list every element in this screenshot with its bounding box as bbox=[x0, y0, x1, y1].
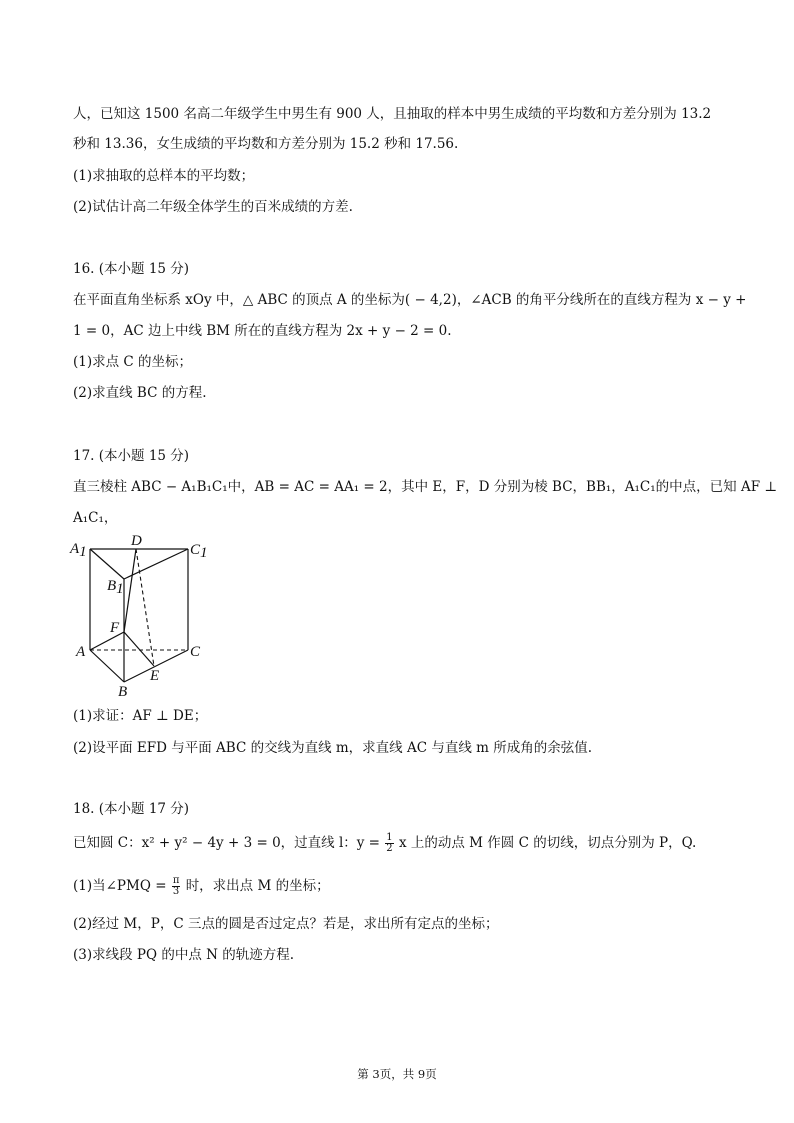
q18-part3: (3)求线段 PQ 的中点 N 的轨迹方程. bbox=[73, 947, 295, 963]
label-c: C bbox=[190, 644, 201, 660]
q18-part1 bbox=[73, 876, 330, 897]
q16-line1: 在平面直角坐标系 xOy 中，△ ABC 的顶点 A 的坐标为( − 4,2)，∠ACB 的角平分线所在的直线方程为 x − y + bbox=[73, 292, 747, 308]
q18-part1-a: (1)当∠PMQ = bbox=[73, 878, 167, 894]
label-d: D bbox=[131, 533, 142, 549]
edge-a-b bbox=[90, 650, 124, 682]
q17-part2: (2)设平面 EFD 与平面 ABC 的交线为直线 m，求直线 AC 与直线 m 所成角的余弦值. bbox=[73, 740, 593, 756]
label-c1: C1 bbox=[190, 542, 208, 561]
label-b: B bbox=[118, 684, 128, 700]
q17-line2: A₁C₁， bbox=[73, 510, 118, 526]
q16-header: 16. (本小题 15 分) bbox=[73, 261, 190, 277]
fraction-pi-over-3: $\frac{\pi}{3}$ bbox=[172, 875, 180, 897]
prism-figure bbox=[66, 532, 216, 702]
q15-part1: (1)求抽取的总样本的平均数； bbox=[73, 168, 255, 184]
q18-part1-b: 时，求出点 M 的坐标； bbox=[185, 878, 330, 894]
label-f: F bbox=[110, 620, 120, 636]
q17-part1: (1)求证：AF ⊥ DE； bbox=[73, 708, 208, 724]
label-e: E bbox=[150, 668, 160, 684]
q15-line2: 秒和 13.36，女生成绩的平均数和方差分别为 15.2 秒和 17.56. bbox=[73, 136, 459, 152]
page-footer: 第 3页，共 9页 bbox=[357, 1067, 437, 1081]
q18-line1-b: x 上的动点 M 作圆 C 的切线，切点分别为 P，Q. bbox=[398, 835, 697, 851]
q18-line1-a: 已知圆 C：x² + y² − 4y + 3 = 0，过直线 l：y = bbox=[73, 835, 380, 851]
label-b1: B1 bbox=[107, 578, 124, 597]
q18-header: 18. (本小题 17 分) bbox=[73, 801, 190, 817]
label-a: A bbox=[76, 644, 86, 660]
q17-line1: 直三棱柱 ABC − A₁B₁C₁中，AB = AC = AA₁ = 2，其中 E，F，D 分别为棱 BC，BB₁，A₁C₁的中点，已知 AF ⊥ bbox=[73, 479, 778, 495]
q15-part2: (2)试估计高二年级全体学生的百米成绩的方差. bbox=[73, 199, 353, 215]
q15-line1: 人，已知这 1500 名高二年级学生中男生有 900 人，且抽取的样本中男生成绩的平均数和方差分别为 13.2 bbox=[73, 106, 712, 122]
segment-df bbox=[124, 549, 136, 632]
edge-a1-b1 bbox=[90, 549, 124, 579]
q17-header: 17. (本小题 15 分) bbox=[73, 448, 190, 464]
q18-part2: (2)经过 M，P，C 三点的圆是否过定点？若是，求出所有定点的坐标； bbox=[73, 916, 499, 932]
q16-part2: (2)求直线 BC 的方程. bbox=[73, 385, 207, 401]
q16-line2: 1 = 0，AC 边上中线 BM 所在的直线方程为 2x + y − 2 = 0. bbox=[73, 323, 452, 339]
label-a1: A1 bbox=[70, 541, 87, 560]
segment-fe bbox=[124, 632, 154, 666]
fraction-one-half: $\frac{1}{2}$ bbox=[386, 832, 393, 854]
q18-line1 bbox=[73, 833, 696, 854]
q16-part1: (1)求点 C 的坐标； bbox=[73, 354, 193, 370]
